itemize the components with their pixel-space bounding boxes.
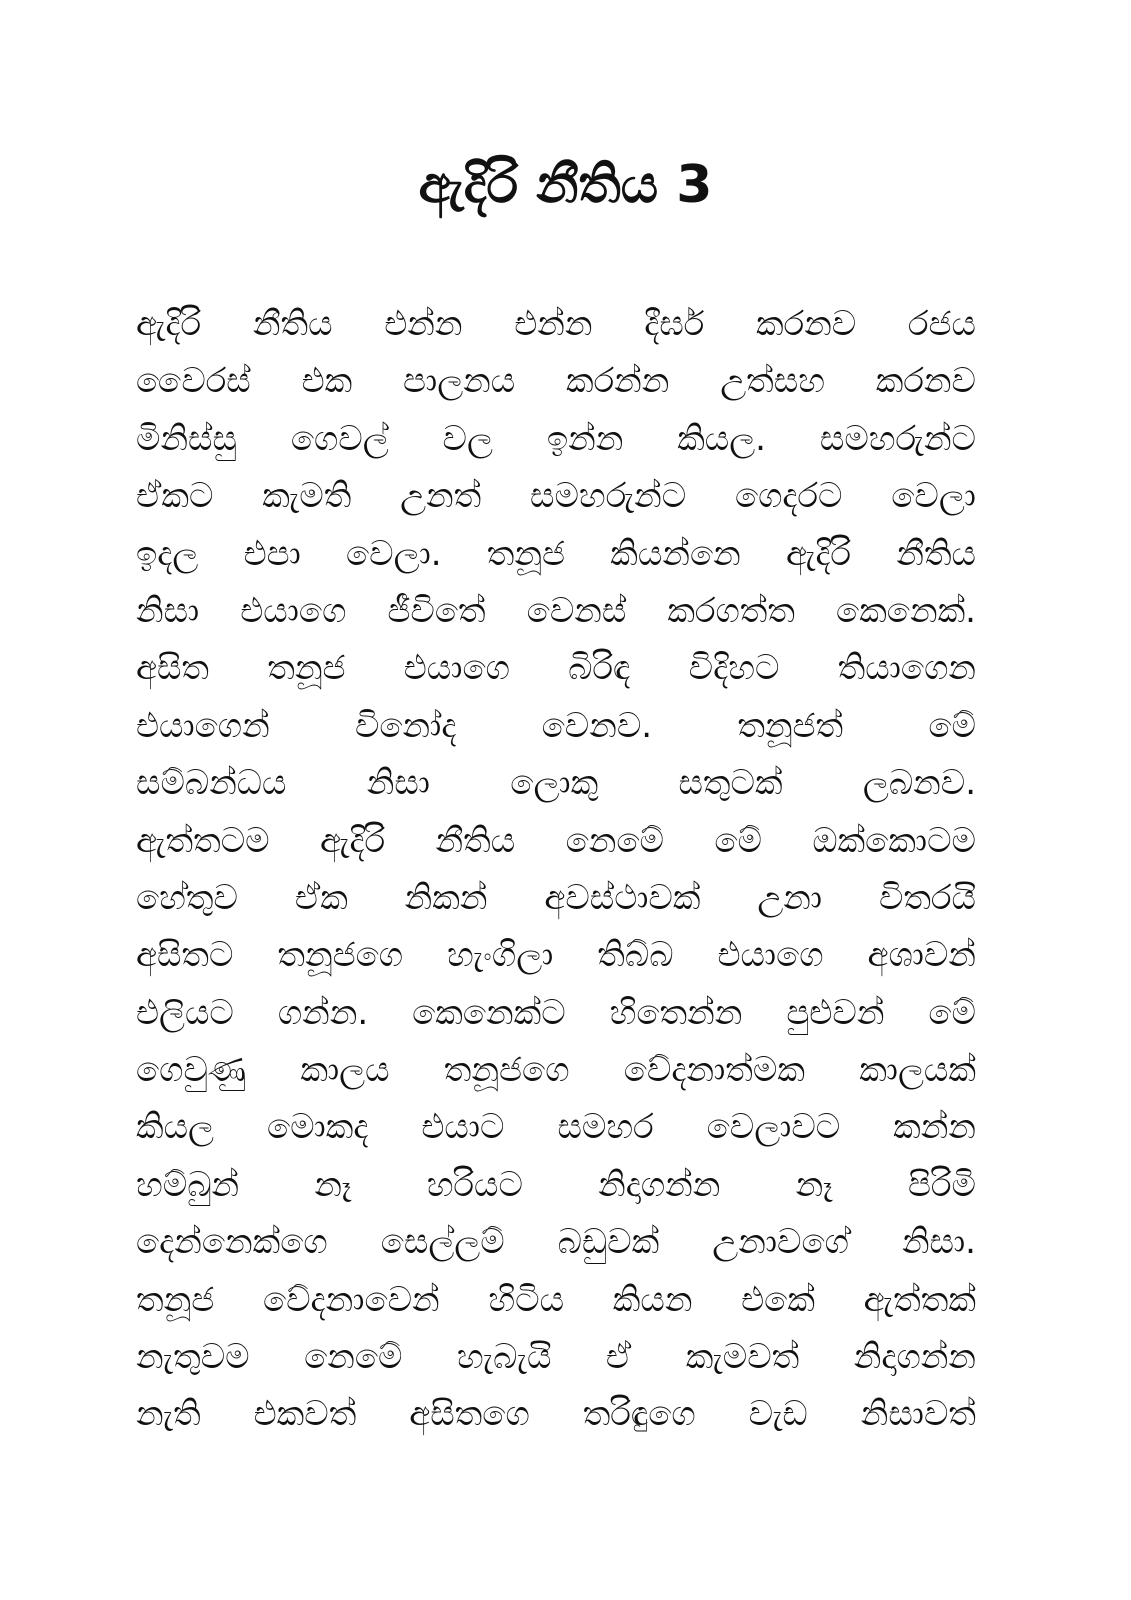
text-line: නිසා එයාගෙ ජීවිතේ වෙනස් කරගත්ත කෙනෙක්. — [136, 590, 976, 631]
text-line: හේතුව ඒක නිකන් අවස්ථාවක් උනා විතරයි — [136, 877, 976, 918]
text-line: මිනිස්සු ගෙවල් වල ඉන්න කියල. සමහරුන්ට — [136, 418, 976, 459]
body-text — [136, 296, 976, 1444]
text-line: අසිතට තනූජගෙ හැංගිලා තිබ්බ එයාගෙ අශාවන් — [136, 935, 976, 976]
text-line: හම්බුන් නෑ හරියට නිදාගන්න නෑ පිරිමි — [136, 1164, 976, 1205]
text-line: වෛරස් එක පාලනය කරන්න උත්සහ කරනව — [136, 361, 976, 402]
text-line: එයාගෙන් විනෝද වෙනව. තනූජත් මේ — [136, 705, 976, 746]
text-line: තනූජ වේදනාවෙන් හිටිය කියන එකේ ඇත්තක් — [136, 1279, 976, 1320]
text-line: කියල මොකද එයාට සමහර වෙලාවට කන්න — [136, 1107, 976, 1148]
text-line: ඇත්තටම ඇදිරි නීතිය නෙමේ මේ ඔක්කොටම — [136, 820, 976, 861]
text-line: ඒකට කැමති උනත් සමහරුන්ට ගෙදරට වෙලා — [136, 476, 976, 517]
text-line: දෙන්නෙක්ගෙ සෙල්ලම් බඩුවක් උනාවගේ නිසා. — [136, 1222, 976, 1263]
text-line: ඉදල එපා වෙලා. තනූජ කියන්නෙ ඇදිරි නීතිය — [136, 533, 976, 574]
text-line: සම්බන්ධය නිසා ලොකු සතුටක් ලබනව. — [136, 763, 976, 804]
text-line: ඇදිරි නීතිය එන්න එන්න දීර්ඝ කරනව රජය — [136, 304, 976, 344]
text-line: ගෙවුණු කාලය තනූජගෙ වේදනාත්මක කාලයක් — [136, 1050, 976, 1091]
text-line: නැතුවම නෙමේ හැබැයි ඒ කැමවත් නිදාගන්න — [136, 1337, 976, 1378]
text-line: අසිත තනූජ එයාගෙ බිරිඳ විදිහට තියාගෙන — [136, 648, 976, 689]
page-title: ඇදිරි නීතිය 3 — [418, 155, 713, 215]
text-line: එලියට ගන්න. කෙනෙක්ට හිතෙන්න පුළුවන් මේ — [136, 992, 976, 1033]
text-line: නැති එකවත් අසිතගෙ තරිඳුගෙ වැඩ නිසාවත් — [136, 1394, 976, 1435]
